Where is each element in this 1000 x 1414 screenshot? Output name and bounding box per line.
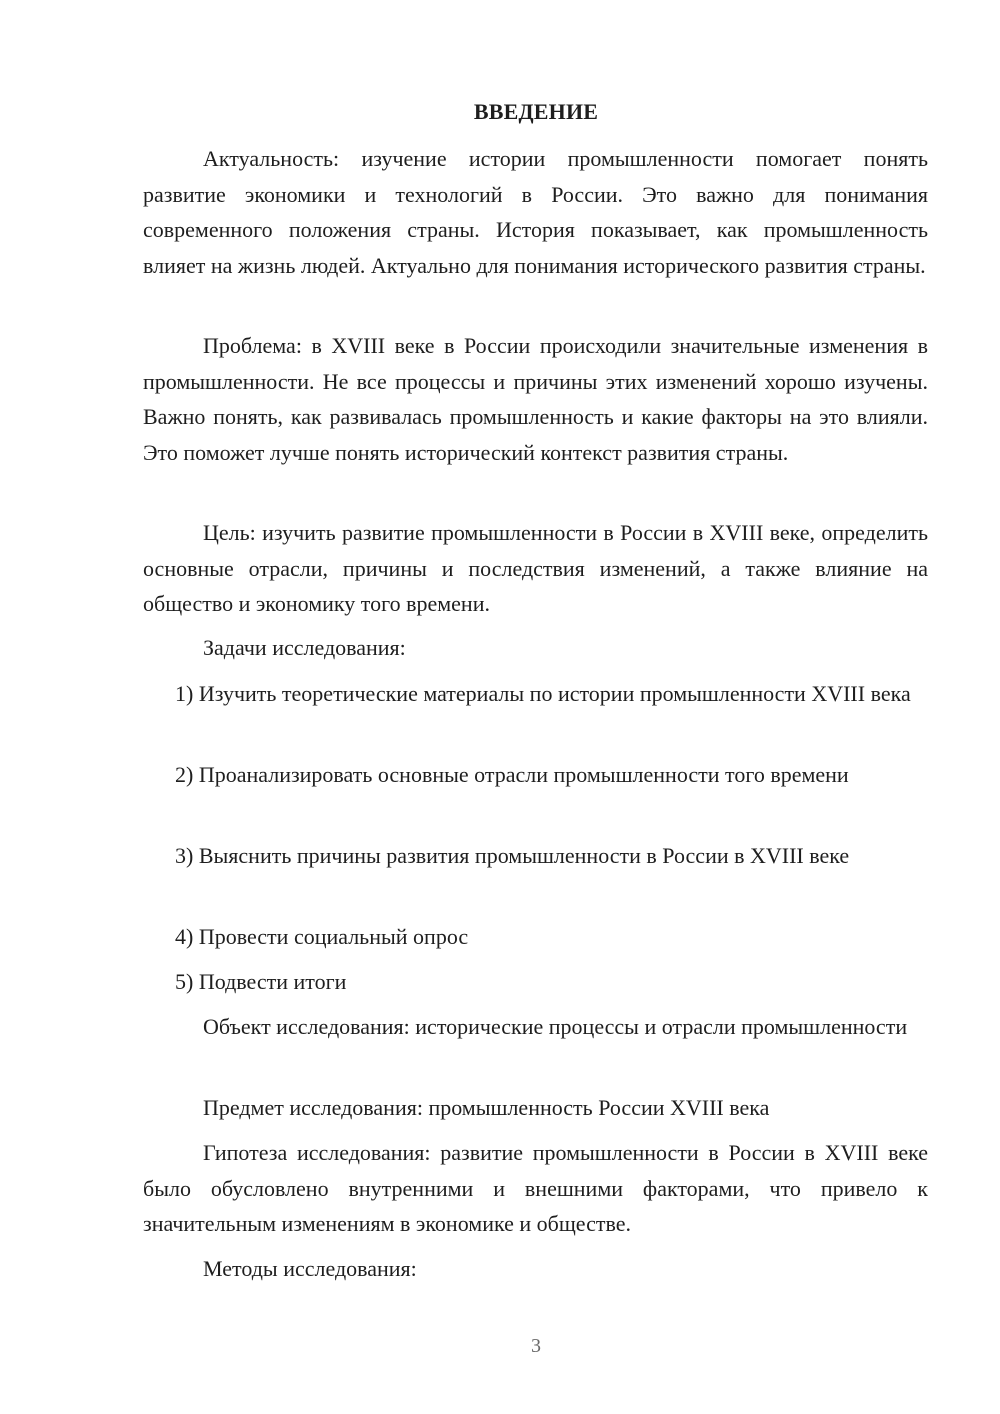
task-item-3: 3) Выяснить причины развития промышленности в России в XVIII веке <box>175 843 850 868</box>
task-item-1: 1) Изучить теоретические материалы по истории промышленности XVIII века <box>175 681 911 706</box>
task-item-2: 2) Проанализировать основные отрасли промышленности того времени <box>175 762 849 787</box>
methods-heading: Методы исследования: <box>203 1256 417 1281</box>
problem-paragraph: Проблема: в XVIII веке в России происходили значительные изменения в промышленности. Не все процессы и причины этих изменений хорошо изучены. Важно понять, как развивалась промышленность и какие факторы на это влияли. Это поможет лучше понять исторический контекст развития страны. <box>143 333 928 465</box>
goal-paragraph: Цель: изучить развитие промышленности в России в XVIII веке, определить основные отрасли, причины и последствия изменений, а также влияние на общество и экономику того времени. <box>143 520 928 616</box>
tasks-heading: Задачи исследования: <box>203 635 406 660</box>
page-number: 3 <box>531 1335 541 1357</box>
object-paragraph: Объект исследования: исторические процессы и отрасли промышленности <box>203 1014 908 1039</box>
subject-paragraph: Предмет исследования: промышленность России XVIII века <box>203 1095 770 1120</box>
task-item-5: 5) Подвести итоги <box>175 969 347 994</box>
section-title: ВВЕДЕНИЕ <box>473 99 599 124</box>
hypothesis-paragraph: Гипотеза исследования: развитие промышленности в России в XVIII веке было обусловлено внутренними и внешними факторами, что привело к значительным изменениям в экономике и обществе. <box>143 1140 928 1236</box>
relevance-paragraph: Актуальность: изучение истории промышленности помогает понять развитие экономики и технологий в России. Это важно для понимания современного положения страны. История показывает, как промышленность влияет на жизнь людей. Актуально для понимания исторического развития страны. <box>143 146 928 278</box>
task-item-4: 4) Провести социальный опрос <box>175 924 469 949</box>
